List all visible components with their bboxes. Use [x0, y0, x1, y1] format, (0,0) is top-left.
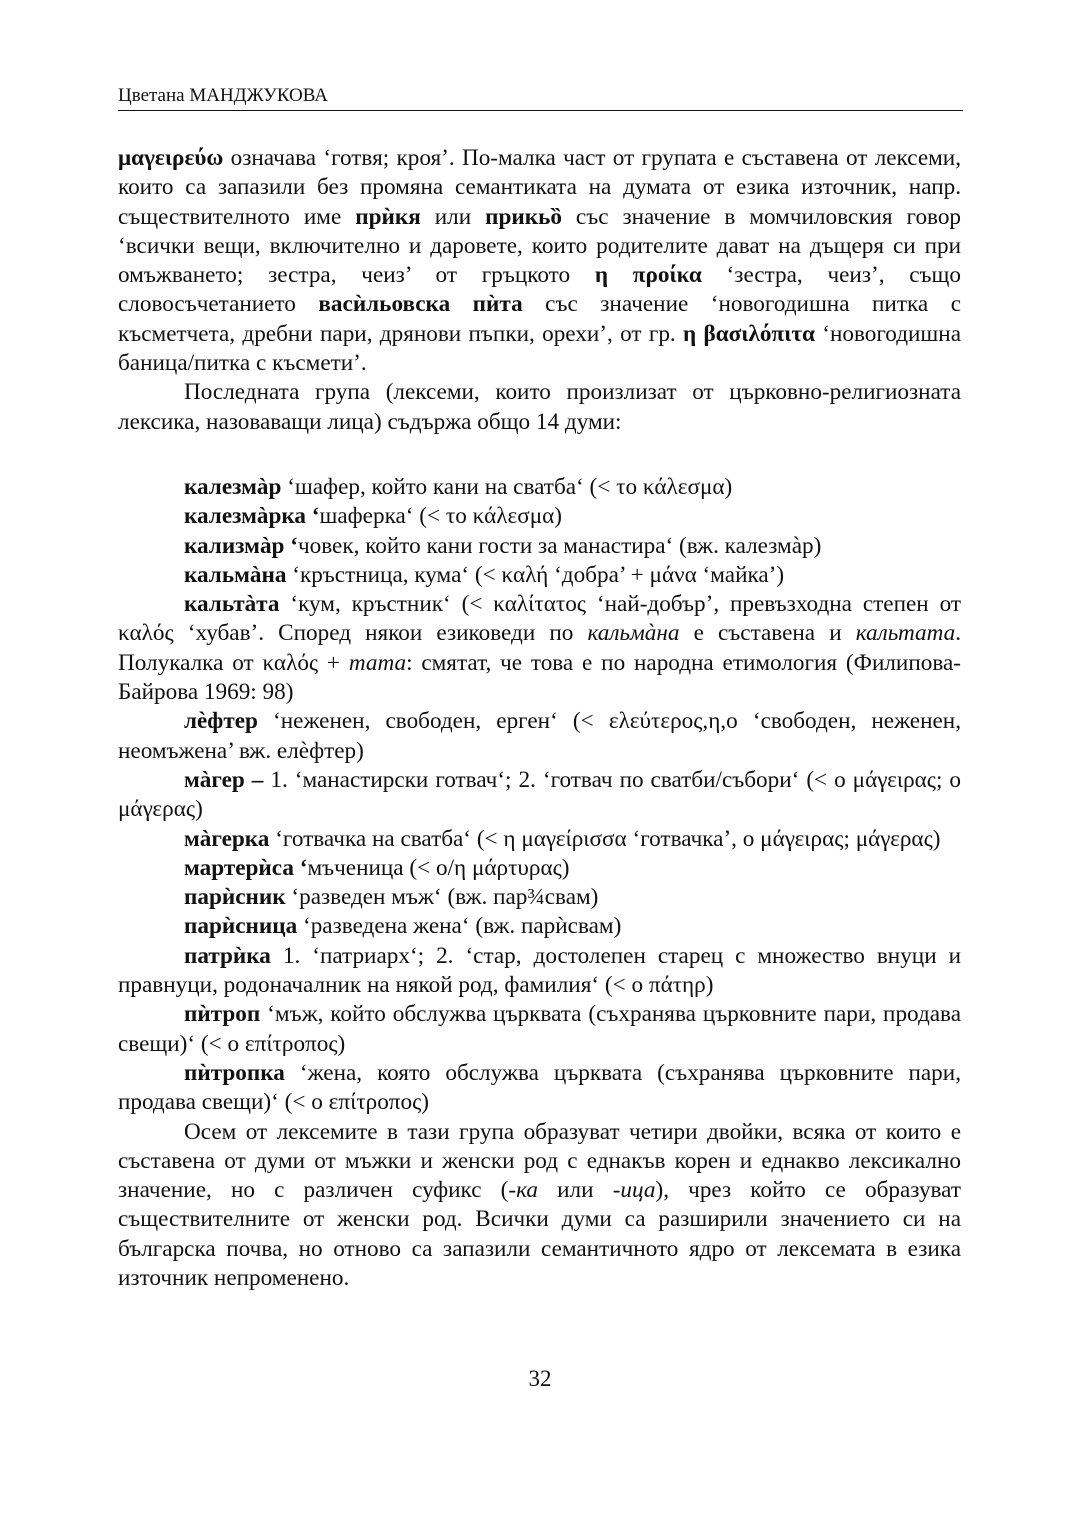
entry-definition: мъченица (< ο/η μάρτυρας) — [307, 854, 570, 881]
entry-definition: ‘неженен, свободен, ерген‘ (< ελεύτερος,η,ο ‘свободен, неженен, неомъжена’ вж. елѐфтер) — [118, 708, 961, 764]
entry-headword: пѝтроп — [184, 1001, 261, 1028]
entry-headword: парѝсник — [184, 884, 286, 911]
entry-headword: кальтàта — [184, 591, 280, 618]
glossary-entry — [118, 561, 961, 590]
entry-headword: мàгерка — [184, 825, 270, 852]
glossary-entry — [118, 707, 961, 766]
glossary-entry — [118, 1000, 961, 1059]
glossary-entry — [118, 766, 961, 825]
page-number: 32 — [528, 1366, 552, 1391]
greek-term: η βασιλόπιτα — [683, 320, 815, 347]
entry-definition: ‘разведена жена‘ (вж. парѝсвам) — [297, 913, 622, 940]
paragraph-closing: Осем от лексемите в тази група образуват четири двойки, всяка от които е съставена от думи от мъжки и женски род с еднакъв корен и еднакво лексикално значение, но с различен суфикс (-ка или -ица), чрез който се образуват съществителните от женски род. Всички думи са разширили значението си на българска почва, но отново са запазили семантичното ядро от лексемата в езика източник непроменено. — [118, 1118, 961, 1291]
glossary-entry — [118, 912, 961, 941]
entry-headword: кализмàр ‘ — [184, 532, 298, 559]
body-text — [118, 144, 961, 1293]
entry-headword: парѝсница — [184, 913, 298, 940]
entry-definition: ‘готвачка на сватба‘ (< η μαγείρισσα ‘готвачка’, ο μάγειρας; μάγερας) — [269, 825, 941, 852]
glossary-entry — [118, 883, 961, 912]
entry-headword: мàгер – — [184, 766, 264, 793]
greek-term: η προίκα — [594, 262, 702, 289]
greek-term: μαγειρεύω — [118, 145, 224, 171]
entry-headword: пѝтропка — [184, 1059, 285, 1086]
paragraph-2: Последната група (лексеми, които произлизат от църковно-религиозната лексика, назоваващи лица) съдържа общо 14 думи: — [118, 379, 961, 435]
glossary-entry — [118, 1059, 961, 1118]
running-header-author: Цветана МАНДЖУКОВА — [118, 84, 963, 111]
entry-definition: 1. ‘манастирски готвач‘; 2. ‘готвач по сватби/събори‘ (< ο μάγειρας; ο μάγερας) — [118, 766, 961, 823]
glossary-entry — [118, 854, 961, 883]
term-priko: прикьȍ — [485, 203, 562, 230]
entry-definition: 1. ‘патриарх‘; 2. ‘стар, достолепен старец с множество внуци и правнуци, родоначалник на някой род, фамилия‘ (< ο πάτηρ) — [118, 942, 961, 999]
entry-headword: мартерѝса ‘ — [184, 854, 308, 881]
entry-headword: лѐфтер — [184, 708, 258, 735]
entry-definition: ‘кум, кръстник‘ (< καλίτατος ‘най-добър’, превъзходна степен от καλός ‘хубав’. Според някои езиковеди по — [118, 591, 961, 647]
term-vasilyovska-pita: васѝльовска пѝта — [318, 291, 523, 318]
glossary-entry — [118, 825, 961, 854]
entry-headword: калезмàрка ‘ — [184, 503, 320, 530]
glossary-entry — [118, 942, 961, 1001]
entry-definition: ‘кръстница, кума‘ (< καλή ‘добра’ + μάνα ‘майка’) — [286, 561, 785, 588]
entry-definition: ‘мъж, който обслужва църквата (съхранява църковните пари, продава свещи)‘ (< ο επίτροπος) — [118, 1001, 961, 1057]
glossary-entry — [118, 502, 961, 531]
glossary-entry — [118, 473, 961, 502]
entry-definition: шаферка‘ (< το κάλεσμα) — [319, 503, 563, 530]
glossary-entry: кальтàта ‘кум, кръстник‘ (< καλίτατος ‘най-добър’, превъзходна степен от καλός ‘хубав’. Според някои езиковеди по кальмàна е съставена и кальтата. Полукалка от καλός + тата: смятат, че това е по народна етимология (Филипова-Байрова 1969: 98) — [118, 591, 961, 706]
term-prikya: прѝкя — [355, 203, 421, 230]
entry-headword: патрѝка — [184, 942, 271, 969]
glossary-entries — [118, 473, 961, 1118]
paragraph-1: μαγειρεύω означава ‘готвя; кроя’. По-малка част от групата е съставена от лексеми, които са запазили без промяна семантиката на думата от езика източник, напр. съществителното име прѝкя или прикьȍ със значение в момчиловския говор ‘всички вещи, включително и даровете, които родителите дават на дъщеря си при омъжването; зестра, чеиз’ от гръцкото η προίκα ‘зестра, чеиз’, също словосъчетанието васѝльовска пѝта със значение ‘новогодишна питка с късметчета, дребни пари, дрянови пъпки, орехи’, от гр. η βασιλόπιτα ‘новогодишна баница/питка с късмети’. — [118, 145, 962, 377]
entry-headword: кальмàна — [184, 561, 287, 588]
entry-definition: човек, който кани гости за манастира‘ (вж. калезмàр) — [297, 532, 822, 559]
entry-headword: калезмàр — [184, 473, 282, 500]
entry-definition: ‘разведен мъж‘ (вж. пар¾свам) — [285, 884, 599, 911]
entry-definition: ‘жена, която обслужва църквата (съхранява църковните пари, продава свещи)‘ (< ο επίτροπος) — [118, 1059, 961, 1116]
glossary-entry — [118, 532, 961, 561]
entry-definition: ‘шафер, който кани на сватба‘ (< το κάλεσμα) — [281, 473, 733, 500]
